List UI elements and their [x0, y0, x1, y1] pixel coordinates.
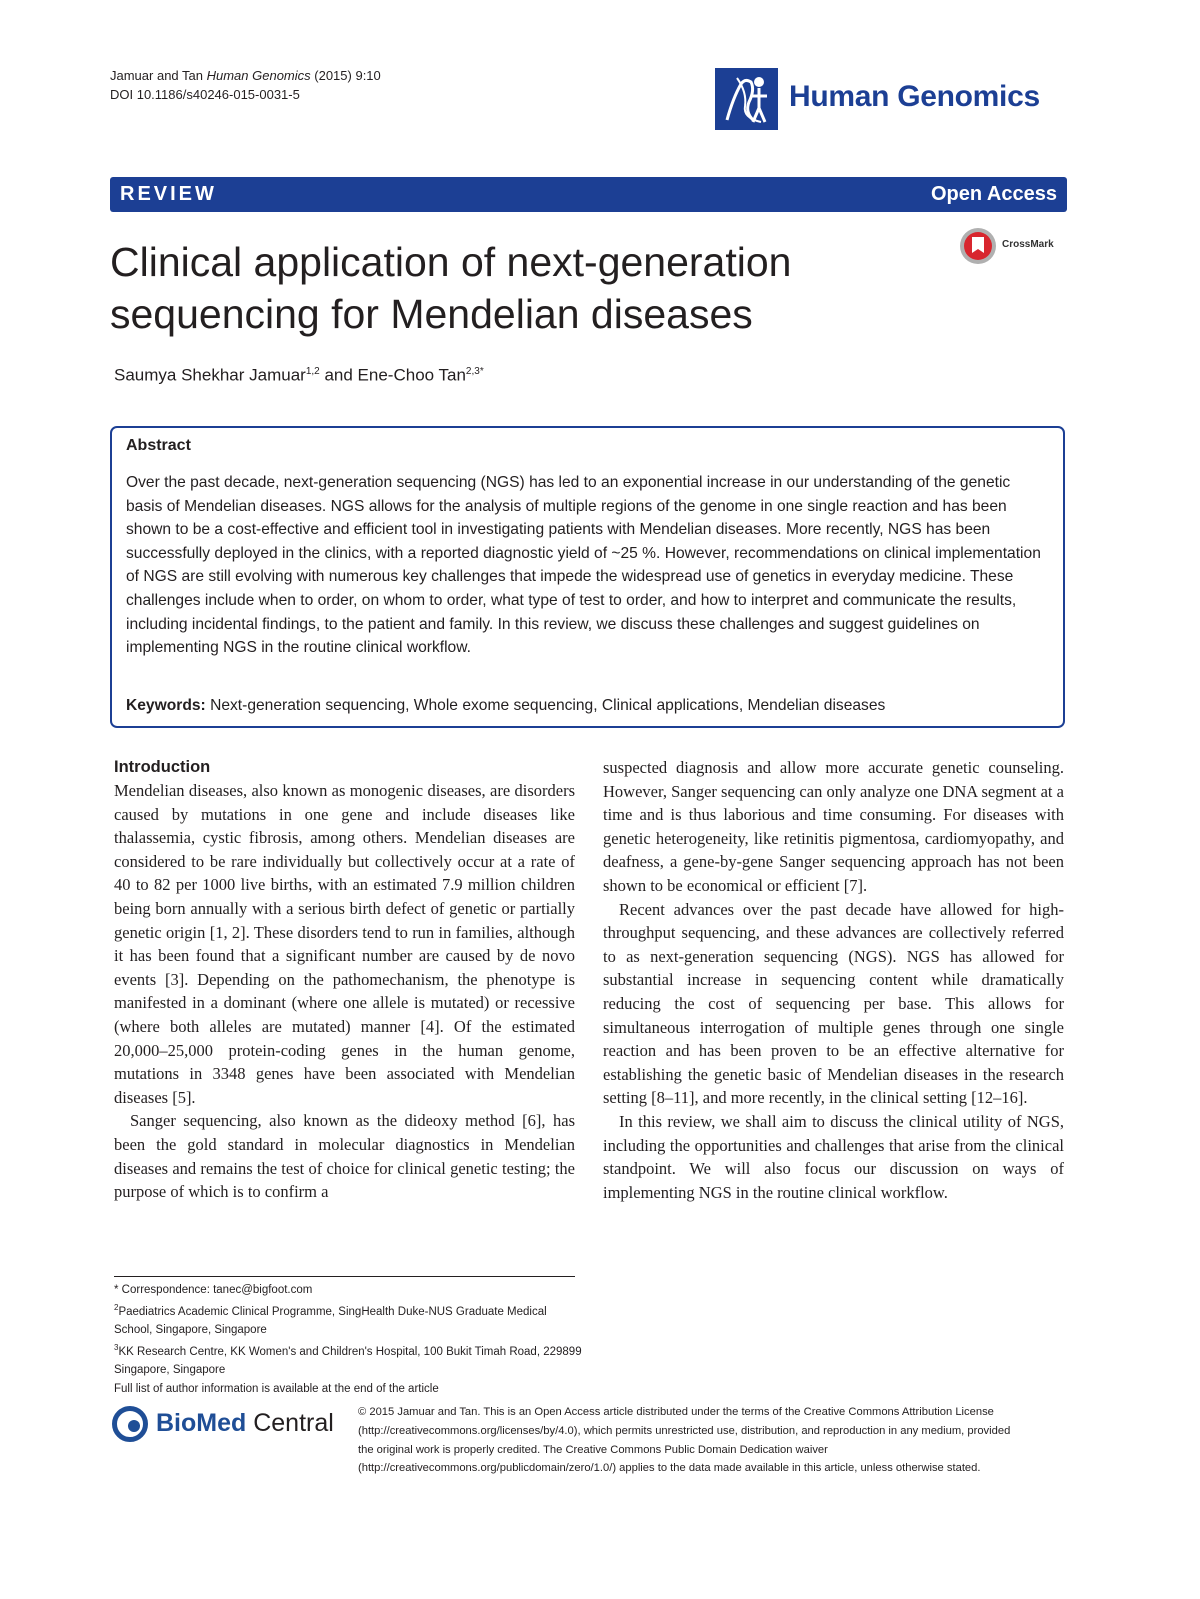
- affiliation-text: KK Research Centre, KK Women's and Children's Hospital, 100 Bukit Timah Road, 229899 Singapore, Singapore: [114, 1346, 582, 1377]
- abstract-text: Over the past decade, next-generation sequencing (NGS) has led to an exponential increase in our understanding of the genetic basis of Mendelian diseases. NGS allows for the analysis of multiple regions of the genome in one single reaction and has been shown to be a cost-effective and efficient tool in investigating patients with Mendelian diseases. More recently, NGS has been successfully deployed in the clinics, with a reported diagnostic yield of ~25 %. However, recommendations on clinical implementation of NGS are still evolving with numerous key challenges that impede the widespread use of genetics in everyday medicine. These challenges include when to order, on whom to order, what type of test to order, and how to interpret and communicate the results, including incidental findings, to the patient and family. In this review, we discuss these challenges and suggest guidelines on implementing NGS in the routine clinical workflow.: [126, 474, 1041, 657]
- body-column-left: [114, 756, 575, 1204]
- citation-line: [110, 66, 381, 85]
- doi[interactable]: DOI 10.1186/s40246-015-0031-5: [110, 87, 300, 102]
- paragraph: Sanger sequencing, also known as the dideoxy method [6], has been the gold standard in molecular diagnostics in Mendelian diseases and remains the test of choice for clinical genetic testing; the purpose of which is to confirm a: [114, 1111, 575, 1202]
- section-heading-introduction: Introduction: [114, 758, 211, 776]
- affiliation: [114, 1339, 584, 1379]
- affiliation-marker: 3: [114, 1343, 119, 1353]
- publisher-logo-rest: Central: [246, 1409, 334, 1437]
- article-citation: [110, 66, 381, 104]
- footnotes: [114, 1281, 584, 1398]
- paragraph: Mendelian diseases, also known as monogenic diseases, are disorders caused by mutations in one gene and include diseases like thalassemia, cystic fibrosis, among others. Mendelian diseases are considered to be rare individually but collectively occur at a rate of 40 to 82 per 1000 live births, with an estimated 7.9 million children being born annually with a serious birth defect of genetic or partially genetic origin [1, 2]. These disorders tend to run in families, although it has been found that a significant number are caused by de novo events [3]. Depending on the pathomechanism, the phenotype is manifested in a dominant (where one allele is mutated) or recessive (where both alleles are mutated) manner [4]. Of the estimated 20,000–25,000 protein-coding genes in the human genome, mutations in 3348 genes have been associated with Mendelian diseases [5].: [114, 781, 575, 1107]
- keywords-label: Keywords:: [126, 697, 206, 714]
- author-affiliation-marker: 2,3*: [465, 366, 484, 377]
- biomed-central-icon-dot: [128, 1420, 140, 1432]
- author-name: Ene-Choo Tan: [357, 365, 466, 385]
- paragraph: suspected diagnosis and allow more accurate genetic counseling. However, Sanger sequencing can only analyze one DNA segment at a time and is thus laborious and time consuming. For diseases with genetic heterogeneity, like retinitis pigmentosa, cardiomyopathy, and deafness, a gene-by-gene Sanger sequencing approach has not been shown to be economical or efficient [7].: [603, 758, 1064, 895]
- publisher-logo-bold: BioMed: [156, 1409, 247, 1437]
- section-banner: [110, 177, 1067, 212]
- footnote-divider: [114, 1276, 575, 1277]
- author-conjunction: and: [319, 365, 358, 385]
- body-column-right: [603, 756, 1064, 1204]
- paragraph: Recent advances over the past decade have allowed for high-throughput sequencing, and these advances are collectively referred to as next-generation sequencing (NGS). NGS has allowed for substantial increase in sequencing content while dramatically reducing the cost of sequencing per base. This allows for simultaneous interrogation of multiple genes through one single reaction and has been proven to be an effective alternative for establishing the genetic basic of Mendelian diseases in the research setting [8–11], and more recently, in the clinical setting [12–16].: [603, 899, 1064, 1108]
- journal-logo-text: Human Genomics: [789, 80, 1040, 113]
- crossmark-icon: [960, 228, 996, 264]
- citation-authors: Jamuar and Tan: [110, 68, 207, 83]
- journal-logo: [715, 68, 1067, 132]
- author-list: [114, 361, 484, 387]
- publisher-logo: [112, 1404, 337, 1450]
- author-info-note: Full list of author information is available at the end of the article: [114, 1382, 439, 1395]
- dna-figure-icon: [715, 68, 778, 130]
- keywords: [126, 695, 1056, 717]
- article-type-label: REVIEW: [120, 183, 217, 205]
- abstract-heading: Abstract: [126, 437, 191, 454]
- biomed-central-icon: [112, 1406, 148, 1442]
- open-access-label: Open Access: [931, 183, 1057, 205]
- publisher-logo-text: [156, 1409, 334, 1438]
- abstract-box: [110, 426, 1065, 728]
- citation-volume: (2015) 9:10: [310, 68, 381, 83]
- journal-logo-icon: [715, 68, 778, 130]
- author-name: Saumya Shekhar Jamuar: [114, 365, 306, 385]
- affiliation-text: Paediatrics Academic Clinical Programme, SingHealth Duke-NUS Graduate Medical School, Singapore, Singapore: [114, 1306, 547, 1337]
- crossmark-badge[interactable]: [960, 228, 1070, 262]
- article-title: Clinical application of next-generation sequencing for Mendelian diseases: [110, 239, 792, 337]
- keywords-list: Next-generation sequencing, Whole exome sequencing, Clinical applications, Mendelian diseases: [205, 697, 886, 714]
- citation-journal: Human Genomics: [206, 68, 311, 83]
- affiliation: [114, 1299, 584, 1339]
- crossmark-label: CrossMark: [1002, 239, 1054, 250]
- correspondence[interactable]: * Correspondence: tanec@bigfoot.com: [114, 1284, 313, 1296]
- affiliation-marker: 2: [114, 1303, 119, 1313]
- author-affiliation-marker: 1,2: [305, 366, 320, 377]
- paragraph: In this review, we shall aim to discuss the clinical utility of NGS, including the opportunities and challenges that arise from the clinical standpoint. We will also focus our discussion on ways of implementing NGS in the routine clinical workflow.: [603, 1111, 1064, 1202]
- license-statement: © 2015 Jamuar and Tan. This is an Open Access article distributed under the terms of the Creative Commons Attribution License (http://creativecommons.org/licenses/by/4.0), which permits unrestricted use, distribution, and reproduction in any medium, provided the original work is properly credited. The Creative Commons Public Domain Dedication waiver (http://creativecommons.org/publicdomain/zero/1.0/) applies to the data made available in this article, unless otherwise stated.: [358, 1406, 1011, 1475]
